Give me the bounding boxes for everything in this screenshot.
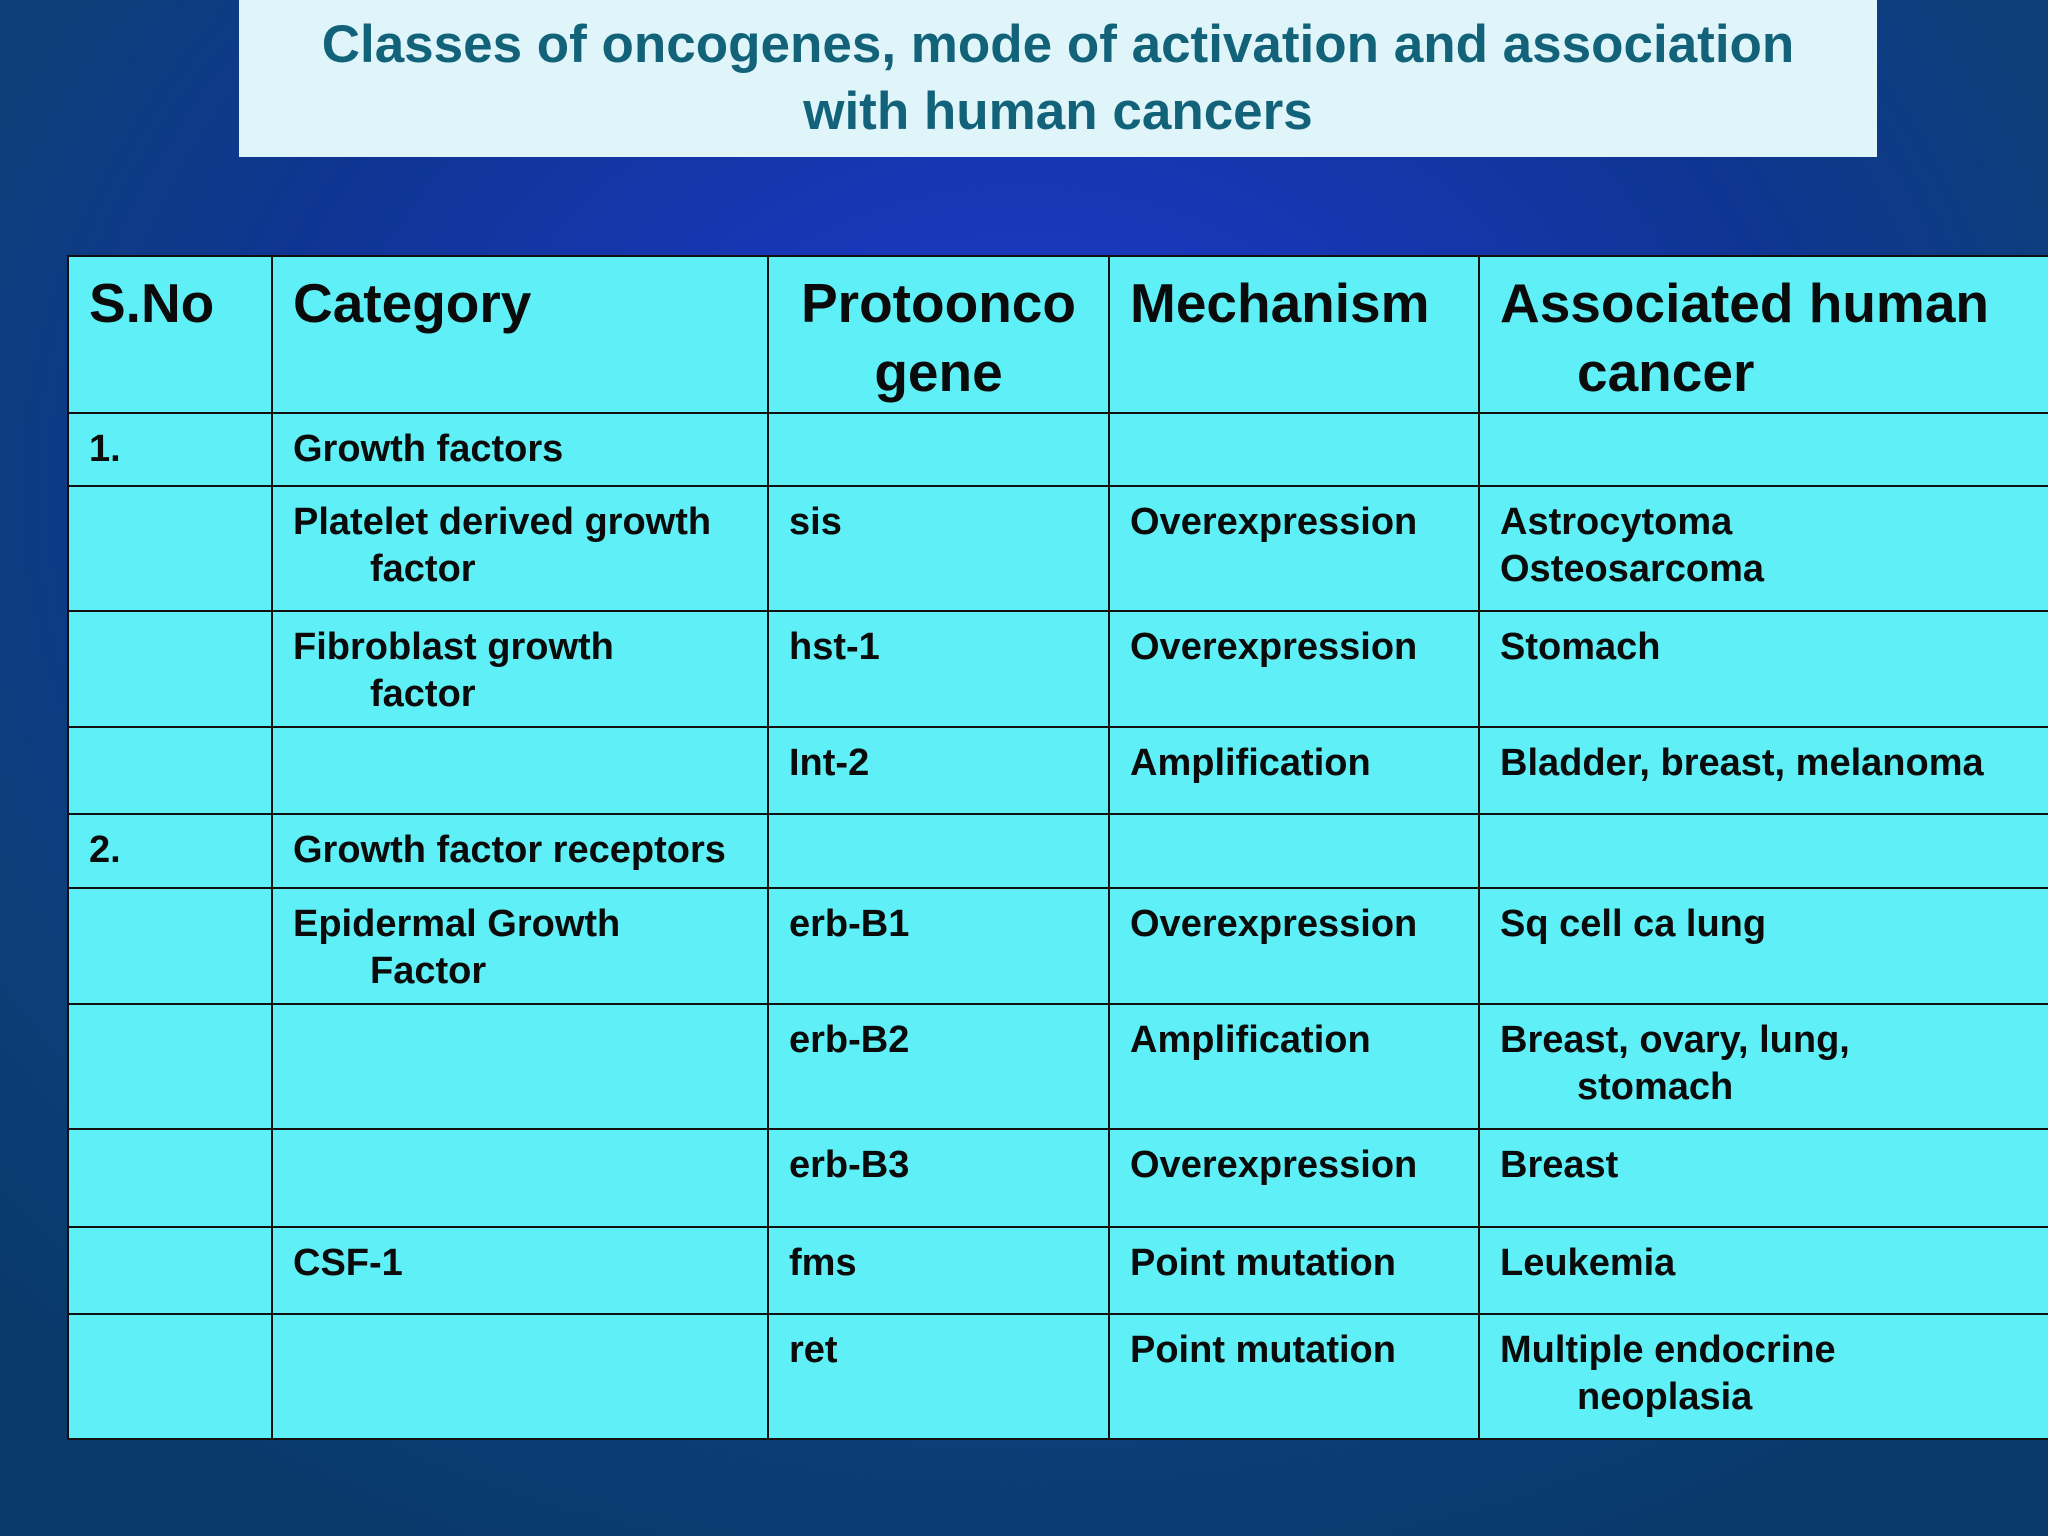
- cell-category: Growth factor receptors: [272, 814, 768, 888]
- slide-title: Classes of oncogenes, mode of activation and association with human cancers: [321, 14, 1795, 141]
- table-row: [68, 814, 2048, 888]
- cell-gene: Int-2: [768, 727, 1109, 814]
- header-category: Category: [272, 256, 768, 413]
- table-row: [68, 1004, 2048, 1129]
- cell-category: [272, 1314, 768, 1439]
- cell-category: [272, 1004, 768, 1129]
- cell-sno: [68, 486, 272, 611]
- cell-cancer: [1479, 814, 2048, 888]
- cell-gene: erb-B3: [768, 1129, 1109, 1227]
- cell-gene: erb-B2: [768, 1004, 1109, 1129]
- oncogene-table: [67, 255, 2048, 1440]
- header-sno: S.No: [68, 256, 272, 413]
- cell-mechanism: [1109, 814, 1479, 888]
- cell-sno: [68, 1129, 272, 1227]
- header-cancer: Associated human cancer: [1479, 256, 2048, 413]
- cell-category: Epidermal Growth Factor: [272, 888, 768, 1004]
- table-row: [68, 1227, 2048, 1314]
- cell-cancer: Sq cell ca lung: [1479, 888, 2048, 1004]
- cell-gene: hst-1: [768, 611, 1109, 727]
- cell-sno: [68, 1004, 272, 1129]
- cell-cancer: Astrocytoma Osteosarcoma: [1479, 486, 2048, 611]
- table-row: [68, 888, 2048, 1004]
- cell-category: Fibroblast growth factor: [272, 611, 768, 727]
- cell-category: [272, 727, 768, 814]
- table-header-row: [68, 256, 2048, 413]
- cell-mechanism: Amplification: [1109, 727, 1479, 814]
- cell-cancer: Stomach: [1479, 611, 2048, 727]
- cell-category: Platelet derived growth factor: [272, 486, 768, 611]
- cell-cancer: Leukemia: [1479, 1227, 2048, 1314]
- table-row: [68, 1129, 2048, 1227]
- cell-gene: ret: [768, 1314, 1109, 1439]
- cell-category: [272, 1129, 768, 1227]
- cell-cancer: Breast, ovary, lung, stomach: [1479, 1004, 2048, 1129]
- table-row: [68, 727, 2048, 814]
- cell-sno: [68, 727, 272, 814]
- cell-cancer: [1479, 413, 2048, 486]
- cell-cancer: Bladder, breast, melanoma: [1479, 727, 2048, 814]
- cell-mechanism: Overexpression: [1109, 611, 1479, 727]
- cell-gene: [768, 814, 1109, 888]
- table-row: [68, 611, 2048, 727]
- cell-gene: sis: [768, 486, 1109, 611]
- table-row: [68, 413, 2048, 486]
- cell-sno: [68, 1314, 272, 1439]
- table-row: [68, 1314, 2048, 1439]
- cell-category: CSF-1: [272, 1227, 768, 1314]
- cell-gene: erb-B1: [768, 888, 1109, 1004]
- header-gene: Protoonco gene: [768, 256, 1109, 413]
- cell-cancer: Breast: [1479, 1129, 2048, 1227]
- cell-cancer: Multiple endocrine neoplasia: [1479, 1314, 2048, 1439]
- header-mechanism: Mechanism: [1109, 256, 1479, 413]
- cell-sno: [68, 888, 272, 1004]
- cell-sno: [68, 1227, 272, 1314]
- cell-sno: 1.: [68, 413, 272, 486]
- cell-mechanism: Amplification: [1109, 1004, 1479, 1129]
- cell-mechanism: Overexpression: [1109, 1129, 1479, 1227]
- table-row: [68, 486, 2048, 611]
- cell-mechanism: Point mutation: [1109, 1314, 1479, 1439]
- cell-mechanism: Overexpression: [1109, 888, 1479, 1004]
- title-banner: [239, 0, 1877, 157]
- cell-gene: fms: [768, 1227, 1109, 1314]
- cell-sno: 2.: [68, 814, 272, 888]
- cell-sno: [68, 611, 272, 727]
- cell-category: Growth factors: [272, 413, 768, 486]
- cell-mechanism: Point mutation: [1109, 1227, 1479, 1314]
- cell-mechanism: Overexpression: [1109, 486, 1479, 611]
- cell-gene: [768, 413, 1109, 486]
- cell-mechanism: [1109, 413, 1479, 486]
